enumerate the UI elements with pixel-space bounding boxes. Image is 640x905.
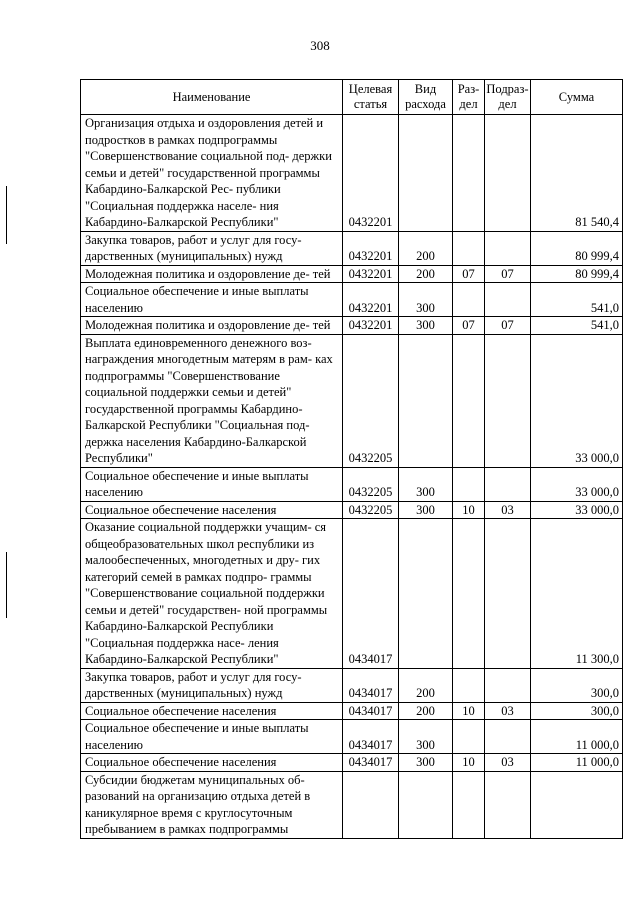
row-expense-type: 300 [399,283,453,317]
row-subsection [485,668,531,702]
row-target-article: 0434017 [343,519,399,669]
table-row [81,115,623,232]
table-row [81,754,623,772]
column-header-expense-type: Вид расхода [399,80,453,115]
row-amount: 11 000,0 [531,720,623,754]
column-header-section: Раз- дел [453,80,485,115]
row-section: 07 [453,317,485,335]
table-row [81,334,623,467]
row-target-article: 0432205 [343,467,399,501]
row-amount: 33 000,0 [531,501,623,519]
row-target-article: 0432201 [343,265,399,283]
column-header-name: Наименование [81,80,343,115]
row-section: 10 [453,501,485,519]
row-target-article [343,771,399,838]
column-header-amount: Сумма [531,80,623,115]
table-row [81,501,623,519]
table-row [81,317,623,335]
row-subsection: 03 [485,702,531,720]
row-amount [531,771,623,838]
row-section [453,668,485,702]
row-expense-type: 300 [399,720,453,754]
row-expense-type: 200 [399,265,453,283]
row-amount: 11 300,0 [531,519,623,669]
row-section [453,519,485,669]
row-amount: 541,0 [531,283,623,317]
row-name: Социальное обеспечение и иные выплаты населению [81,283,343,317]
row-subsection: 07 [485,265,531,283]
table-header-row [81,80,623,115]
row-name: Социальное обеспечение населения [81,702,343,720]
row-section [453,115,485,232]
table-row [81,720,623,754]
row-expense-type [399,519,453,669]
row-subsection [485,771,531,838]
page-number: 308 [310,38,330,53]
row-amount: 80 999,4 [531,231,623,265]
row-subsection [485,231,531,265]
row-subsection: 03 [485,754,531,772]
margin-line-mark [6,552,7,618]
row-expense-type [399,334,453,467]
budget-table [80,79,623,839]
table-row [81,467,623,501]
row-name: Молодежная политика и оздоровление де- тей [81,265,343,283]
row-expense-type [399,771,453,838]
row-subsection: 03 [485,501,531,519]
row-expense-type: 300 [399,501,453,519]
column-header-subsection: Подраз- дел [485,80,531,115]
row-subsection [485,519,531,669]
row-amount: 300,0 [531,668,623,702]
row-target-article: 0432201 [343,283,399,317]
row-section: 07 [453,265,485,283]
table-row [81,265,623,283]
row-section [453,771,485,838]
row-section [453,283,485,317]
row-amount: 81 540,4 [531,115,623,232]
row-subsection: 07 [485,317,531,335]
row-expense-type: 200 [399,668,453,702]
row-subsection [485,467,531,501]
row-expense-type: 300 [399,317,453,335]
row-subsection [485,720,531,754]
row-name: Молодежная политика и оздоровление де- тей [81,317,343,335]
row-target-article: 0434017 [343,702,399,720]
table-row [81,519,623,669]
row-section [453,467,485,501]
row-name: Социальное обеспечение населения [81,501,343,519]
row-name: Организация отдыха и оздоровления детей и подростков в рамках подпрограммы "Совершенствование социальной под- держки семьи и детей" государственной программы Кабардино-Балкарской Рес- публики "Социальная поддержка населе- ния Кабардино-Балкарской Республики" [81,115,343,232]
row-subsection [485,283,531,317]
row-target-article: 0432201 [343,317,399,335]
row-name: Оказание социальной поддержки учащим- ся общеобразовательных школ республики из малообеспеченных, многодетных и дру- гих категорий семей в рамках подпро- граммы "Совершенствование социальной поддержки семьи и детей" государствен- ной программы Кабардино-Балкарской Республики "Социальная поддержка насе- ления Кабардино-Балкарской Республики" [81,519,343,669]
row-amount: 541,0 [531,317,623,335]
table-row [81,702,623,720]
row-amount: 300,0 [531,702,623,720]
row-name: Выплата единовременного денежного воз- награждения многодетным матерям в рам- ках подпрограммы "Совершенствование социальной поддержки семьи и детей" государственной программы Кабардино- Балкарской Республики "Социальная под- держка населения Кабардино-Балкарской Республики" [81,334,343,467]
margin-line-mark [6,186,7,244]
row-target-article: 0432205 [343,501,399,519]
row-section [453,334,485,467]
row-amount: 80 999,4 [531,265,623,283]
row-expense-type: 300 [399,754,453,772]
row-name: Социальное обеспечение населения [81,754,343,772]
row-amount: 33 000,0 [531,467,623,501]
row-amount: 33 000,0 [531,334,623,467]
row-expense-type: 300 [399,467,453,501]
row-name: Закупка товаров, работ и услуг для госу- дарственных (муниципальных) нужд [81,668,343,702]
row-subsection [485,334,531,467]
row-section [453,231,485,265]
row-name: Субсидии бюджетам муниципальных об- разований на организацию отдыха детей в каникулярное время с круглосуточным пребыванием в рамках подпрограммы [81,771,343,838]
column-header-target-article: Целевая статья [343,80,399,115]
row-name: Закупка товаров, работ и услуг для госу- дарственных (муниципальных) нужд [81,231,343,265]
table-row [81,668,623,702]
row-target-article: 0432205 [343,334,399,467]
row-target-article: 0432201 [343,231,399,265]
row-section: 10 [453,702,485,720]
row-subsection [485,115,531,232]
row-expense-type [399,115,453,232]
row-amount: 11 000,0 [531,754,623,772]
table-row [81,231,623,265]
row-target-article: 0432201 [343,115,399,232]
row-target-article: 0434017 [343,668,399,702]
row-target-article: 0434017 [343,754,399,772]
table-row [81,283,623,317]
row-expense-type: 200 [399,702,453,720]
table-row [81,771,623,838]
row-target-article: 0434017 [343,720,399,754]
row-name: Социальное обеспечение и иные выплаты населению [81,720,343,754]
row-expense-type: 200 [399,231,453,265]
row-name: Социальное обеспечение и иные выплаты населению [81,467,343,501]
row-section: 10 [453,754,485,772]
row-section [453,720,485,754]
